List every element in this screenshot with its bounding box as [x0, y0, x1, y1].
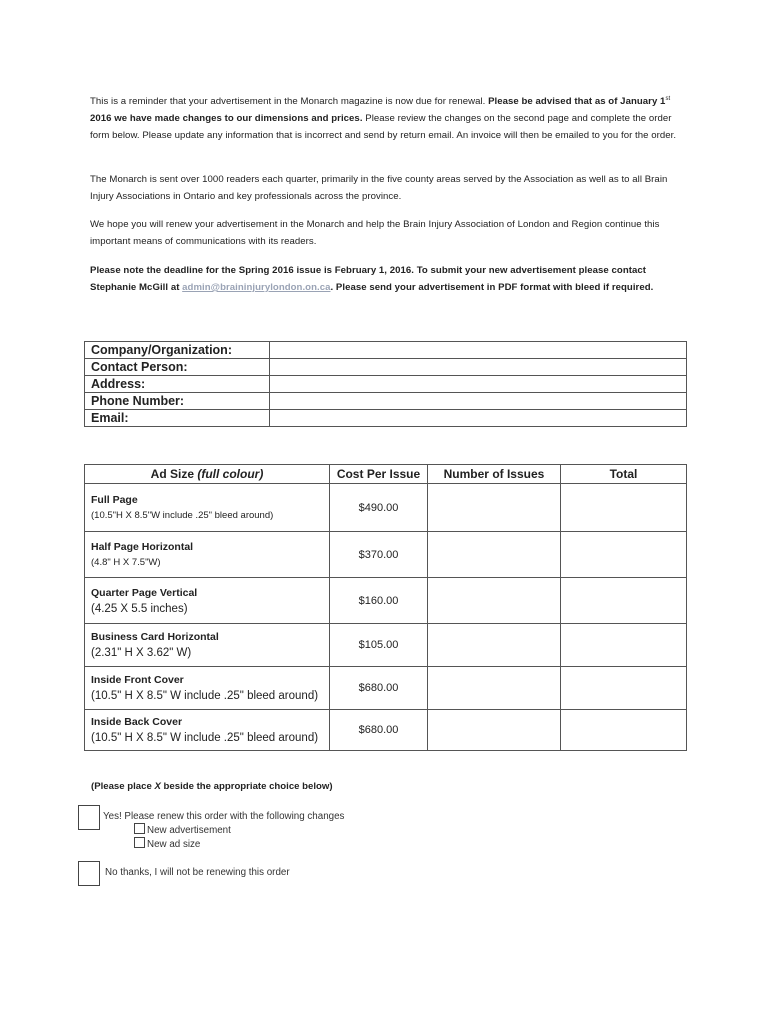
- ad-cost: $680.00: [330, 667, 428, 710]
- ad-table-header: [85, 465, 687, 484]
- choice-instruction: [91, 781, 333, 792]
- ad-size-cell: [85, 710, 330, 751]
- issues-input-cell[interactable]: [428, 484, 561, 532]
- contact-value-field[interactable]: [270, 376, 687, 393]
- deadline-paragraph: [90, 262, 680, 296]
- contact-value-field[interactable]: [270, 359, 687, 376]
- intro-text: This is a reminder that your advertisement in the Monarch magazine is now due for renewal.: [90, 96, 489, 107]
- instruction-text: beside the appropriate choice below): [160, 781, 333, 792]
- ad-dimensions: (4.8" H X 7.5"W): [91, 556, 161, 568]
- ad-row: [85, 710, 687, 751]
- total-input-cell[interactable]: [561, 532, 687, 578]
- issues-input-cell[interactable]: [428, 710, 561, 751]
- contact-row: [85, 393, 687, 410]
- issues-input-cell[interactable]: [428, 578, 561, 624]
- contact-label: Email:: [85, 410, 270, 427]
- intro-paragraph-2: The Monarch is sent over 1000 readers each quarter, primarily in the five county areas served by the Association as well as to all Brain Injury Associations in Ontario and key professionals across the province.: [90, 174, 668, 202]
- contact-email-link[interactable]: admin@braininjurylondon.on.ca: [182, 282, 331, 293]
- deadline-text: Please note the deadline for the Spring 2016 issue is February 1, 2016. To submit your new advertisement please contact Stephanie McGill at: [90, 265, 646, 293]
- renew-checkbox[interactable]: [78, 805, 100, 830]
- contact-value-field[interactable]: [270, 393, 687, 410]
- ad-row: [85, 624, 687, 667]
- contact-row: [85, 359, 687, 376]
- ad-dimensions: (2.31" H X 3.62" W): [91, 647, 192, 659]
- ad-size-cell: [85, 667, 330, 710]
- ad-cost: $490.00: [330, 484, 428, 532]
- total-input-cell[interactable]: [561, 578, 687, 624]
- intro-bold-text: 2016 we have made changes to our dimensions and prices.: [90, 113, 363, 124]
- intro-paragraph-3: We hope you will renew your advertisement in the Monarch and help the Brain Injury Association of London and Region continue this important means of communications with its readers.: [90, 219, 660, 247]
- ad-name: Inside Back Cover: [91, 716, 183, 728]
- contact-label: Company/Organization:: [85, 342, 270, 359]
- ad-row: [85, 484, 687, 532]
- contact-label: Address:: [85, 376, 270, 393]
- ad-cost: $160.00: [330, 578, 428, 624]
- ad-name: Inside Front Cover: [91, 674, 184, 686]
- total-input-cell[interactable]: [561, 624, 687, 667]
- contact-row: [85, 410, 687, 427]
- intro-bold-text: Please be advised that as of January 1: [488, 96, 666, 107]
- ad-size-table: [84, 464, 687, 751]
- total-input-cell[interactable]: [561, 710, 687, 751]
- contact-label: Phone Number:: [85, 393, 270, 410]
- instruction-x: X: [154, 781, 161, 792]
- ad-name: Quarter Page Vertical: [91, 586, 198, 599]
- contact-value-field[interactable]: [270, 410, 687, 427]
- renew-option-label: Yes! Please renew this order with the following changes: [103, 811, 345, 822]
- new-advertisement-label: New advertisement: [147, 825, 231, 836]
- ad-size-cell: [85, 484, 330, 532]
- header-text: Ad Size: [150, 467, 198, 481]
- new-advertisement-checkbox[interactable]: [134, 823, 145, 834]
- ad-dimensions: (10.5"H X 8.5"W include .25" bleed around): [91, 509, 274, 521]
- decline-checkbox[interactable]: [78, 861, 100, 886]
- cost-header: Cost Per Issue: [330, 465, 428, 484]
- ad-cost: $105.00: [330, 624, 428, 667]
- new-advertisement-option: [134, 823, 231, 836]
- ad-name: Full Page: [91, 493, 138, 506]
- new-ad-size-label: New ad size: [147, 839, 201, 850]
- contact-info-table: [84, 341, 687, 427]
- ad-dimensions: (10.5" H X 8.5" W include .25" bleed around): [91, 732, 319, 744]
- issues-header: Number of Issues: [428, 465, 561, 484]
- ad-row: [85, 532, 687, 578]
- issues-input-cell[interactable]: [428, 624, 561, 667]
- ad-size-cell: [85, 532, 330, 578]
- ad-size-cell: [85, 578, 330, 624]
- ad-dimensions: (10.5" H X 8.5" W include .25" bleed around): [91, 690, 319, 702]
- contact-label: Contact Person:: [85, 359, 270, 376]
- new-ad-size-option: [134, 837, 200, 850]
- contact-row: [85, 342, 687, 359]
- ad-dimensions: (4.25 X 5.5 inches): [91, 602, 188, 615]
- deadline-text: . Please send your advertisement in PDF format with bleed if required.: [330, 282, 654, 293]
- ad-row: [85, 578, 687, 624]
- new-ad-size-checkbox[interactable]: [134, 837, 145, 848]
- superscript: st: [665, 96, 671, 102]
- intro-text: Please review the changes on the second page and complete the order form below. Please update any information that is incorrect and send by return email. An invoice will then be emailed to you for the order.: [90, 113, 677, 141]
- total-input-cell[interactable]: [561, 667, 687, 710]
- ad-size-header: [85, 465, 330, 484]
- issues-input-cell[interactable]: [428, 532, 561, 578]
- header-italic-text: (full colour): [197, 467, 264, 481]
- ad-row: [85, 667, 687, 710]
- issues-input-cell[interactable]: [428, 667, 561, 710]
- total-header: Total: [561, 465, 687, 484]
- ad-size-cell: [85, 624, 330, 667]
- ad-name: Half Page Horizontal: [91, 540, 194, 553]
- contact-value-field[interactable]: [270, 342, 687, 359]
- ad-cost: $680.00: [330, 710, 428, 751]
- contact-row: [85, 376, 687, 393]
- intro-paragraph-1: [90, 93, 680, 144]
- instruction-text: (Please place: [91, 781, 155, 792]
- ad-cost: $370.00: [330, 532, 428, 578]
- total-input-cell[interactable]: [561, 484, 687, 532]
- ad-name: Business Card Horizontal: [91, 631, 219, 643]
- decline-option-label: No thanks, I will not be renewing this order: [105, 867, 290, 878]
